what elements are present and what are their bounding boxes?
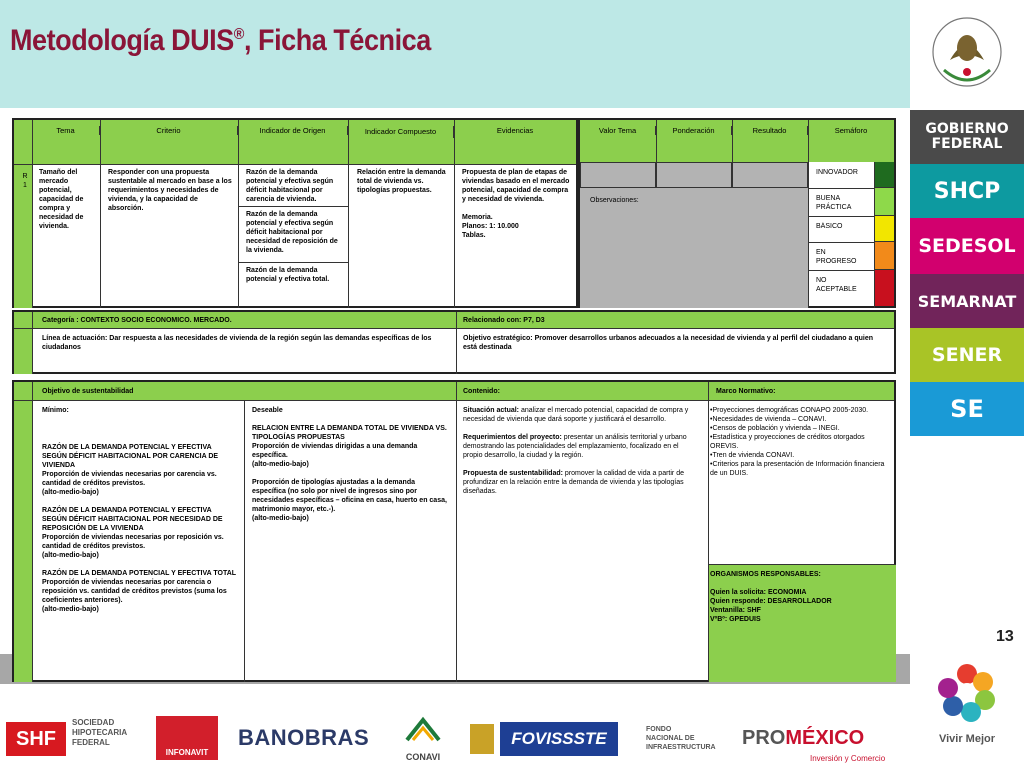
divider [14,400,894,401]
divider [100,120,101,308]
objetivo-estrategico: Objetivo estratégico: Promover desarrollos urbanos adecuados a la necesidad de vivienda y al perfil del ciudadano a quien está destinada [463,335,874,351]
semaforo-buena-practica-label: BUENA PRÁCTICA [816,195,852,211]
contenido-column: Situación actual: analizar el mercado potencial, capacidad de compra y necesidad de vivienda que dará soporte y justificará el desarrollo. Requerimientos del proyecto: presentar un análisis territorial y urbano demostrando las potencialidades del emplazamiento, focalizado en el propio desarrollo, la ciudad y la región. Propuesta de sustentabilidad: promover la calidad de vida a partir de profundizar en la relación entre la demanda de vivienda y las tipologías diseñadas. [463,407,689,495]
header-valor-tema: Valor Tema [580,126,656,135]
infonavit-logo: INFONAVIT [156,716,218,760]
divider [808,270,874,271]
resultado-cell [732,162,808,188]
page-title: Metodología DUIS®, Ficha Técnica [10,24,431,57]
sustainability-table [12,380,896,682]
vivir-mejor-label: Vivir Mejor [938,733,996,745]
marco-normativo-list: •Proyecciones demográficas CONAPO 2005-2030. •Necesidades de vivienda – CONAVI. •Censos de población y vivienda – INEGI. •Estadística y proyecciones de créditos otorgados OREVIS. •Tren de vivienda CONAVI. •Criterios para la presentación de Información financiera de un DUIS. [710,407,885,477]
promexico-subtitle: Inversión y Comercio [810,754,886,763]
divider [32,312,33,374]
header-evidencias: Evidencias [496,126,534,135]
divider [708,382,709,682]
divider [656,120,657,162]
semaforo-buena-practica-swatch [875,188,894,216]
divider [14,328,894,329]
indicador-origen-3: Razón de la demanda potencial y efectiva total. [246,267,330,283]
header-tema: Tema [32,126,100,135]
categoria-label: Categoría : CONTEXTO SOCIO ECONOMICO. MERCADO. [42,317,232,324]
indicator-table [12,118,578,308]
promexico-logo: PRO MÉXICO [742,726,865,749]
relacionado-label: Relacionado con: P7, D3 [463,317,545,324]
semaforo-en-progreso-label: EN PROGRESO [816,249,857,265]
semaforo-innovador-swatch [875,162,894,188]
indicador-origen-1: Razón de la demanda potencial y efectiva según déficit habitacional por carencia de vivienda. [246,169,334,203]
minimo-column: Mínimo: RAZÓN DE LA DEMANDA POTENCIAL Y EFECTIVA SEGÚN DÉFICIT HABITACIONAL POR CARENCIA DE VIVIENDA Proporción de viviendas necesarias por carencia vs. cantidad de créditos previstos. (alto-medio-bajo) RAZÓN DE LA DEMANDA POTENCIAL Y EFECTIVA SEGÚN DÉFICIT HABITACIONAL POR NECESIDAD DE REPOSICIÓN DE LA VIVIENDA Proporción de viviendas necesarias por reposición vs. cantidad de créditos previstos. (alto-medio-bajo) RAZÓN DE LA DEMANDA POTENCIAL Y EFECTIVA TOTAL Proporción de viviendas necesarias por carencia o reposición vs. cantidad de créditos previstos (suma los coeficientes anteriores). (alto-medio-bajo) [42,407,237,613]
fovissste-logo: FOVISSSTE [500,722,618,756]
divider [238,120,239,308]
linea-actuacion: Línea de actuación: Dar respuesta a las necesidades de vivienda de la región según las demandas específicas de los ciudadanos [42,335,432,351]
divider [456,382,457,682]
indicador-compuesto-cell: Relación entre la demanda total de vivienda vs. tipologías propuestas. [357,169,446,194]
divider [808,120,809,162]
semaforo-en-progreso-swatch [875,242,894,270]
indicador-origen-2: Razón de la demanda potencial y efectiva según déficit habitacional por necesidad de reposición de la vivienda. [246,211,338,254]
divider [454,120,455,308]
vivir-mejor-logo [920,660,1014,745]
gobierno-federal-logo: GOBIERNO FEDERAL [910,110,1024,164]
divider [808,216,874,217]
vivir-mejor-flower-icon [935,660,999,724]
semaforo-innovador-label: INNOVADOR [816,169,858,176]
divider [14,164,576,165]
header-semaforo: Semáforo [834,126,868,135]
divider [808,242,874,243]
divider [808,162,809,308]
tema-cell: Tamaño del mercado potencial, capacidad de compra y necesidad de vivienda. [39,169,84,230]
page-number: 13 [996,628,1014,645]
semarnat-logo: SEMARNAT [910,274,1024,328]
shcp-logo: SHCP [910,164,1024,218]
header-resultado: Resultado [732,126,808,135]
semaforo-basico-label: BÁSICO [816,223,843,230]
divider [32,120,33,308]
issste-logo [470,724,494,754]
national-seal [910,0,1024,110]
organismos-responsables: ORGANISMOS RESPONSABLES: Quien la solicita: ECONOMIA Quien responde: DESARROLLADOR Ventanilla: SHF VºBº: GPEDUIS [710,571,832,623]
conavi-logo: CONAVI [396,714,450,762]
shf-logo: SHF [6,722,66,756]
banobras-logo: BANOBRAS [238,725,370,750]
deseable-column: Deseable RELACION ENTRE LA DEMANDA TOTAL DE VIVIENDA VS. TIPOLOGÍAS PROPUESTAS Proporción de viviendas dirigidas a una demanda específica. (alto-medio-bajo) Proporción de tipologías ajustadas a la demanda específica (no solo por nivel de ingresos sino por necesidades específicas – oficina en casa, huerto en casa, matrimonio mayor, etc.-). (alto-medio-bajo) [252,407,447,522]
ponderacion-cell [656,162,732,188]
row-code: R 1 [22,173,28,189]
category-side-bg [14,328,32,374]
semaforo-no-aceptable-swatch [875,270,894,306]
se-logo: SE [910,382,1024,436]
header-indicador-origen: Indicador de Origen [238,126,348,135]
objetivo-sustentabilidad-header: Objetivo de sustentabilidad [42,388,134,395]
sustainability-side-bg [14,400,32,682]
divider [456,312,457,374]
divider [238,206,348,207]
divider [808,188,874,189]
semaforo-basico-swatch [875,216,894,242]
footer-logos [0,704,910,768]
shf-text: SOCIEDAD HIPOTECARIA FEDERAL [72,718,128,747]
evidencias-cell: Propuesta de plan de etapas de viviendas basado en el mercado potencial, capacidad de compra y necesidad de vivienda. Memoria. Planos: 1: 10.000 Tablas. [462,169,570,239]
criterio-cell: Responder con una propuesta sustentable al mercado en base a los requerimientos y necesidades de vivienda, y la capacidad de absorción. [108,169,232,212]
divider [238,262,348,263]
fonadin-logo: FONDO NACIONAL DE INFRAESTRUCTURA [646,725,716,751]
divider [732,120,733,162]
header-ponderacion: Ponderación [656,126,732,135]
category-table [12,310,896,374]
divider [32,382,33,682]
divider [244,400,245,682]
sedesol-logo: SEDESOL [910,218,1024,274]
header-criterio: Criterio [100,126,238,135]
header-indicador-compuesto: Indicador Compuesto [348,126,454,138]
semaforo-no-aceptable-label: NO ACEPTABLE [816,277,857,293]
observaciones-label: Observaciones: [590,197,639,204]
divider [348,120,349,308]
contenido-header: Contenido: [463,388,500,395]
evaluation-table [578,118,896,308]
marco-normativo-header: Marco Normativo: [716,388,776,395]
sener-logo: SENER [910,328,1024,382]
valor-tema-cell [580,162,656,188]
